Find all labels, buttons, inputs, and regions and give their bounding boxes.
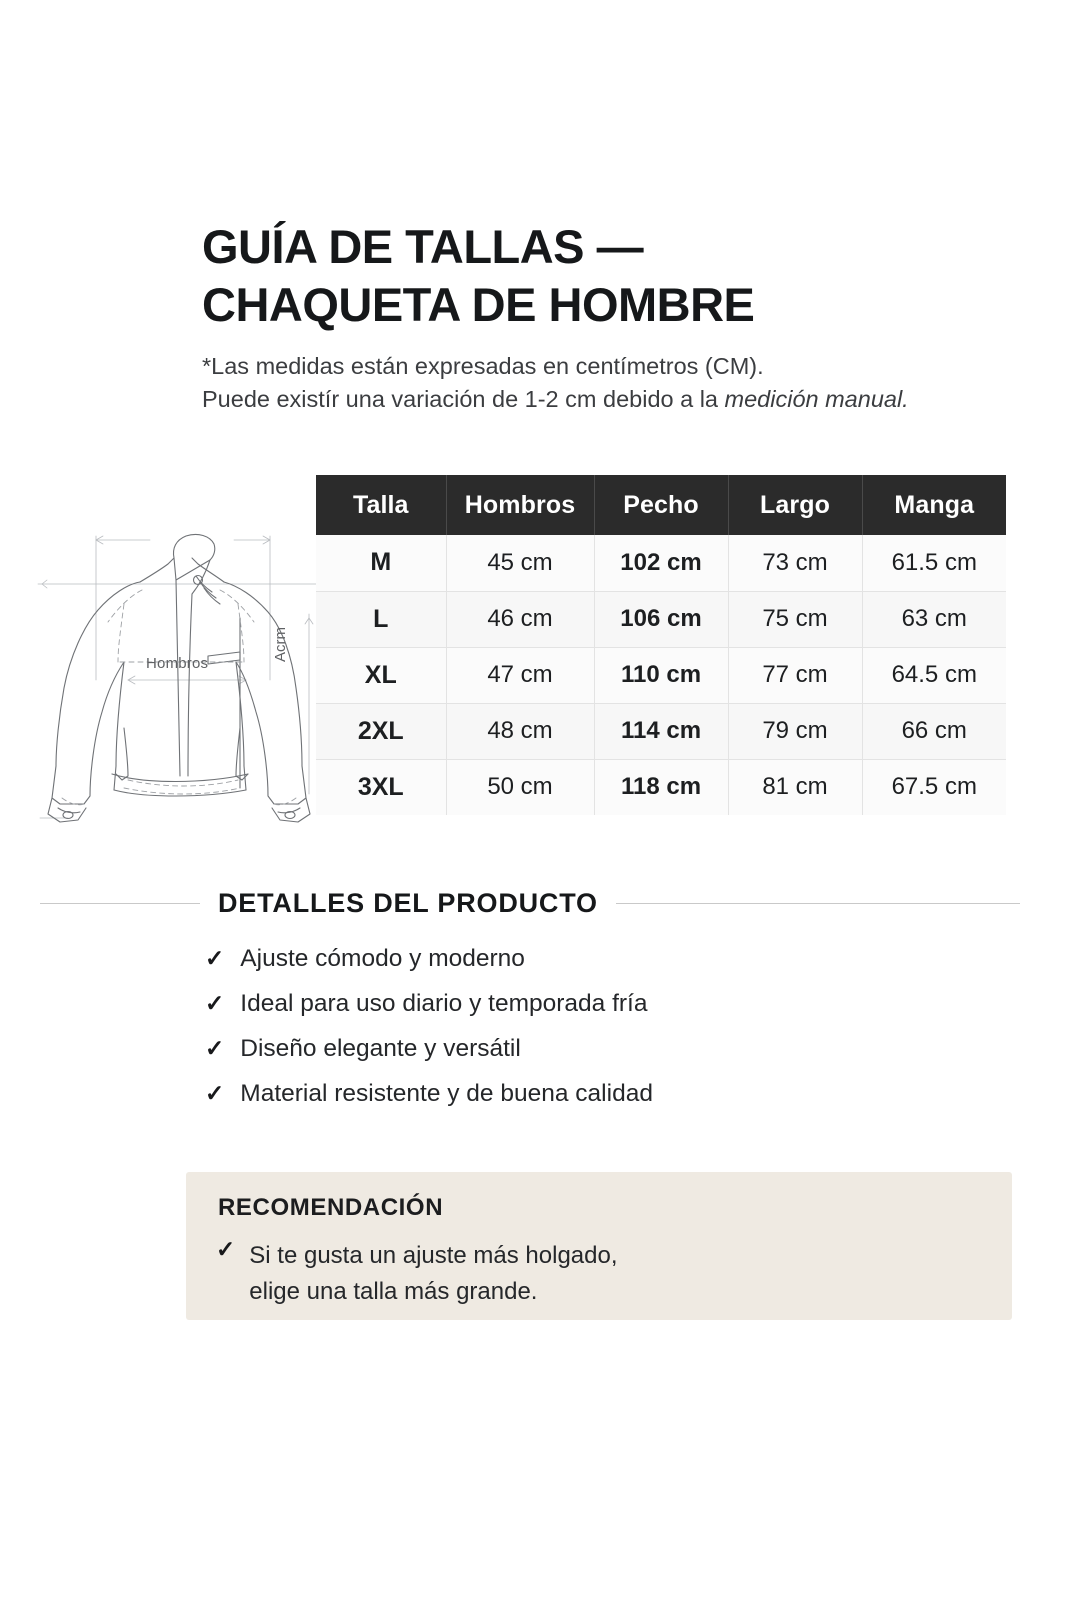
- cell-hombros: 48 cm: [446, 703, 594, 759]
- cell-pecho: 114 cm: [594, 703, 728, 759]
- recommendation-title: RECOMENDACIÓN: [218, 1194, 444, 1221]
- recommendation-line-1: Si te gusta un ajuste más holgado,: [249, 1242, 618, 1269]
- list-item: [205, 1080, 925, 1125]
- list-item: [205, 945, 925, 990]
- divider-right: [616, 903, 1020, 904]
- size-table: [316, 475, 1006, 815]
- cell-pecho: 102 cm: [594, 535, 728, 591]
- cell-largo: 77 cm: [728, 647, 862, 703]
- measurement-note-line-1: *Las medidas están expresadas en centímetros (CM).: [202, 353, 764, 379]
- check-icon: ✓: [205, 945, 225, 971]
- cell-pecho: 106 cm: [594, 591, 728, 647]
- table-row: [316, 591, 1006, 647]
- page-title: [202, 218, 1022, 334]
- table-row: [316, 647, 1006, 703]
- check-icon: ✓: [205, 1080, 225, 1106]
- arm-dimension-label: Acrm: [272, 627, 289, 662]
- list-item-label: Ajuste cómodo y moderno: [240, 945, 525, 972]
- divider-left: [40, 903, 200, 904]
- cell-pecho: 118 cm: [594, 759, 728, 815]
- cell-talla: L: [316, 591, 446, 647]
- cell-hombros: 47 cm: [446, 647, 594, 703]
- check-icon: ✓: [205, 990, 225, 1016]
- jacket-outline: [48, 534, 310, 822]
- cell-largo: 81 cm: [728, 759, 862, 815]
- cell-pecho: 110 cm: [594, 647, 728, 703]
- shoulders-dimension-label: Hombros: [146, 655, 209, 672]
- cell-hombros: 45 cm: [446, 535, 594, 591]
- cell-largo: 73 cm: [728, 535, 862, 591]
- product-details-list: [205, 945, 925, 1125]
- recommendation-body: [216, 1238, 618, 1310]
- title-line-1: GUÍA DE TALLAS —: [202, 220, 644, 273]
- cell-manga: 64.5 cm: [862, 647, 1006, 703]
- cell-talla: M: [316, 535, 446, 591]
- recommendation-line-2: elige una talla más grande.: [249, 1278, 538, 1305]
- measurement-note-line-2: [202, 383, 962, 416]
- cell-talla: XL: [316, 647, 446, 703]
- column-header-hombros: Hombros: [446, 475, 594, 535]
- note-prefix: Puede existír una variación de 1-2 cm debido a la: [202, 386, 725, 412]
- dimension-lines: [38, 536, 316, 818]
- cell-manga: 63 cm: [862, 591, 1006, 647]
- column-header-pecho: Pecho: [594, 475, 728, 535]
- measurement-note: [202, 350, 962, 416]
- cell-talla: 3XL: [316, 759, 446, 815]
- note-italic: medición manual.: [724, 386, 909, 412]
- cell-hombros: 46 cm: [446, 591, 594, 647]
- cell-largo: 75 cm: [728, 591, 862, 647]
- table-header-row: [316, 475, 1006, 535]
- list-item-label: Diseño elegante y versátil: [240, 1035, 521, 1062]
- table-row: [316, 535, 1006, 591]
- column-header-manga: Manga: [862, 475, 1006, 535]
- table-row: [316, 759, 1006, 815]
- table-row: [316, 703, 1006, 759]
- stitching-lines: [62, 590, 296, 805]
- list-item-label: Material resistente y de buena calidad: [240, 1080, 653, 1107]
- check-icon: ✓: [216, 1236, 236, 1262]
- details-heading-text: DETALLES DEL PRODUCTO: [218, 888, 598, 918]
- check-icon: ✓: [205, 1035, 225, 1061]
- list-item-label: Ideal para uso diario y temporada fría: [240, 990, 648, 1017]
- cell-manga: 67.5 cm: [862, 759, 1006, 815]
- cell-manga: 61.5 cm: [862, 535, 1006, 591]
- column-header-largo: Largo: [728, 475, 862, 535]
- cell-talla: 2XL: [316, 703, 446, 759]
- recommendation-text: [249, 1238, 617, 1310]
- cell-largo: 79 cm: [728, 703, 862, 759]
- cell-hombros: 50 cm: [446, 759, 594, 815]
- column-header-talla: Talla: [316, 475, 446, 535]
- list-item: [205, 1035, 925, 1080]
- cell-manga: 66 cm: [862, 703, 1006, 759]
- recommendation-box: [186, 1172, 1012, 1320]
- title-line-2: CHAQUETA DE HOMBRE: [202, 278, 755, 331]
- details-section-heading: [40, 888, 1020, 919]
- list-item: [205, 990, 925, 1035]
